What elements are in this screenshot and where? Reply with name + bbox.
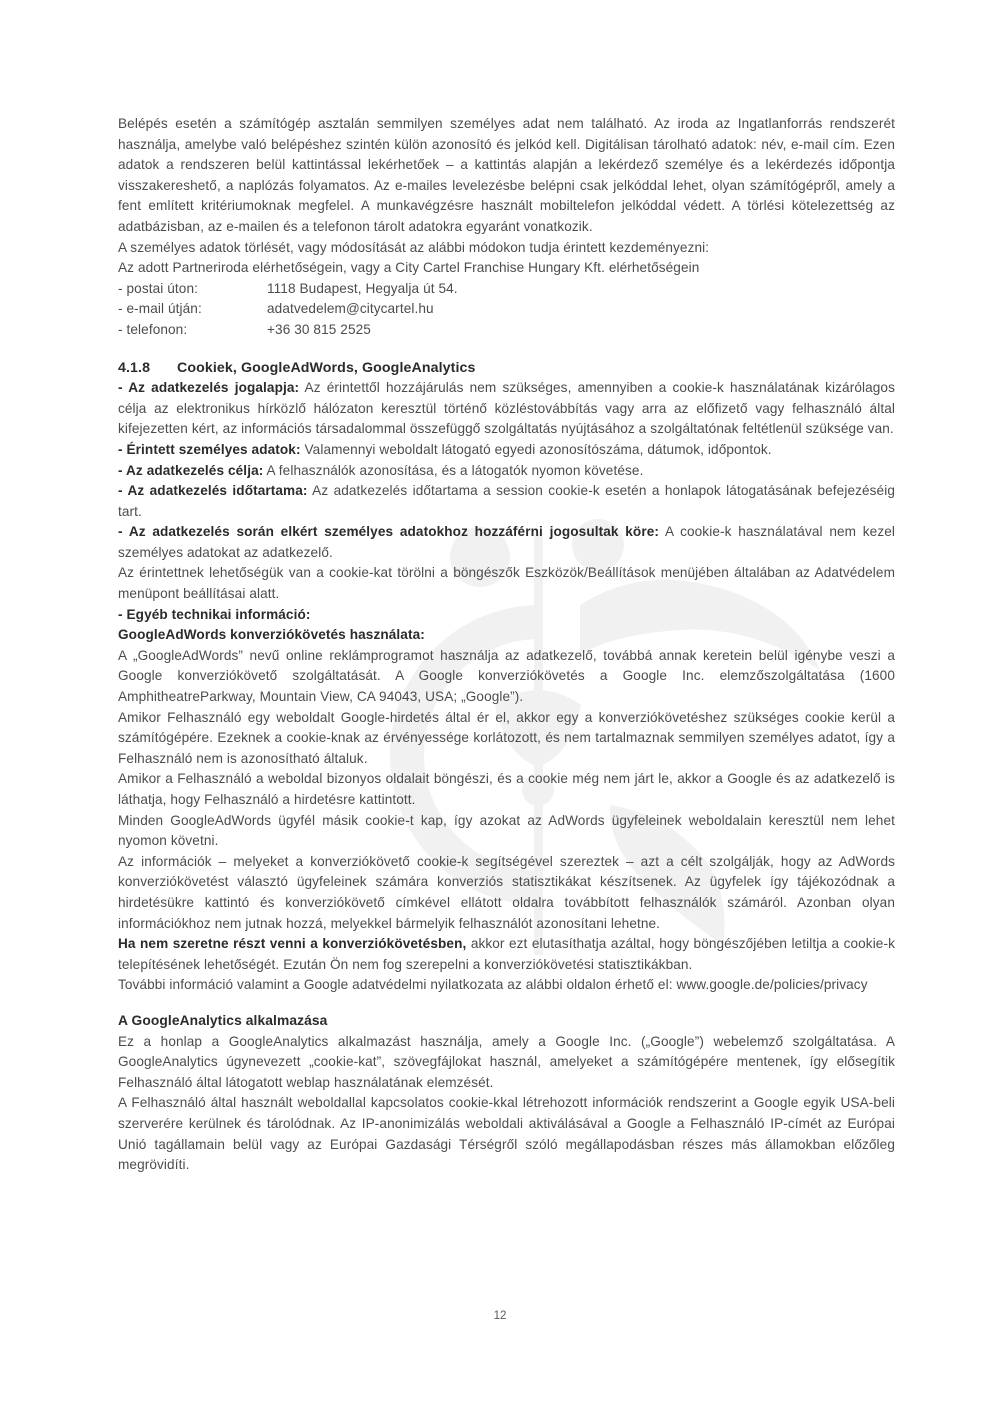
contact-label: - e-mail útján: [118, 301, 202, 317]
contact-label: - telefonon: [118, 321, 188, 337]
contact-label: - postai úton: [118, 280, 198, 296]
intro-paragraph: Belépés esetén a számítógép asztalán semmilyen személyes adat nem található. Az iroda az Ingatlanforrás rendszerét használja, amelybe való belépéshez szintén külön azonosító és jelkód kell. Digitálisan tárolható adatok: név, e-mail cím. Ezen adatok a rendszeren belül kattintással lekérhetőek – a kattintás alapján a lekérdező személye és a lekérdezés időpontja visszakereshető, a naplózás folyamatos. Az e-mailes levelezésbe belépni csak jelkóddal lehet, olyan számítógépről, amely a fent említett kritériumoknak megfelel. A munkavégzésre használt mobiltelefon jelkóddal védett. A törlési kötelezettség az adatbázisban, az e-mailen és a telefonon tárolt adatokra egyaránt vonatkozik. [118, 116, 895, 234]
cookie-deletion-paragraph: Az érintettnek lehetőségük van a cookie-kat törölni a böngészők Eszközök/Beállítások menüjében általában az Adatvédelem menüpont beállításai alatt. [118, 565, 895, 602]
contact-info-line: Az adott Partneriroda elérhetőségein, vagy a City Cartel Franchise Hungary Kft. elérhetőségein [118, 260, 700, 276]
analytics-paragraph-1: Ez a honlap a GoogleAnalytics alkalmazást használja, amely a Google Inc. („Google”) webelemző szolgáltatása. A GoogleAnalytics úgynevezett „cookie-kat”, szövegfájlokat használ, amelyeket a számítógépére mentenek, így elősegítik Felhasználó által látogatott weblap használatának elemzését. [118, 1033, 895, 1090]
adwords-subheading: GoogleAdWords konverziókövetés használata: [118, 627, 425, 643]
more-info-paragraph: További információ valamint a Google adatvédelmi nyilatkozata az alábbi oldalon érhető el: www.google.de/policies/privacy [118, 977, 868, 993]
section-title: Cookiek, GoogleAdWords, GoogleAnalytics [177, 359, 476, 376]
legal-basis-label: - Az adatkezelés jogalapja: [118, 380, 300, 396]
purpose-paragraph: - Az adatkezelés célja: A felhasználók azonosítása, és a látogatók nyomon követése. [118, 462, 644, 478]
adwords-paragraph-1: A „GoogleAdWords” nevű online reklámprogramot használja az adatkezelő, továbbá annak keretein belül igénybe veszi a Google konverziókövető szolgáltatását. A Google konverziókövetés a Google Inc. elemzőszolgáltatása (1600 AmphitheatreParkway, Mountain View, CA 94043, USA; „Google”). [118, 647, 895, 705]
adwords-paragraph-3: Amikor a Felhasználó a weboldal bizonyos oldalait böngészi, és a cookie még nem járt le, akkor a Google és az adatkezelő is láthatja, hogy Felhasználó a hirdetésre kattintott. [118, 771, 895, 807]
adwords-paragraph-5: Az információk – melyeket a konverziókövető cookie-k segítségével szereztek – azt a célt szolgálják, hogy az AdWords konverziókövetést választó ügyfeleinek számára konverziós statisztikákat készítsenek. Az ügyfelek így tájékozódnak a hirdetésükre kattintó és konverziókövető címkével ellátott oldalra továbbított felhasználók számáról. Azonban olyan információkhoz nem jutnak hozzá, melyekkel bármelyik felhasználót azonosítani lehetne. [118, 853, 895, 931]
phone-number: +36 30 815 2525 [267, 321, 371, 337]
other-technical-info-label: - Egyéb technikai információ: [118, 606, 311, 622]
adwords-paragraph-4: Minden GoogleAdWords ügyfél másik cookie-t kap, így azokat az AdWords ügyfeleinek weboldalain keresztül nem lehet nyomon követni. [118, 812, 895, 849]
analytics-paragraph-2: A Felhasználó által használt weboldallal kapcsolatos cookie-kkal létrehozott információk rendszerint a Google egyik USA-beli szerverére kerülnek és tárolódnak. Az IP-anonimizálás weboldali aktiválásával a Google a Felhasználó IP-címét az Európai Unió tagállamain belül vagy az Európai Gazdasági Térségről szóló megállapodásban részes más államokban előzőleg megrövidíti. [118, 1095, 895, 1173]
analytics-heading: A GoogleAnalytics alkalmazása [118, 1012, 328, 1028]
adwords-paragraph-2: Amikor Felhasználó egy weboldalt Google-hirdetés által ér el, akkor egy a konverziókövetéshez szükséges cookie kerül a számítógépére. Ezeknek a cookie-knak az érvényessége korlátozott, és nem tartalmaznak semmilyen személyes adatot, így a Felhasználó nem is azonosítható általuk. [118, 709, 895, 766]
postal-address: 1118 Budapest, Hegyalja út 54. [267, 280, 458, 296]
optout-label: Ha nem szeretne részt venni a konverziókövetésben, [118, 936, 467, 952]
affected-data-label: - Érintett személyes adatok: [118, 441, 301, 457]
access-rights-label: - Az adatkezelés során elkért személyes adatokhoz hozzáférni jogosultak köre: [118, 524, 660, 540]
purpose-label: - Az adatkezelés célja: [118, 462, 264, 478]
email-address: adatvedelem@citycartel.hu [267, 301, 434, 317]
contact-row-phone [118, 320, 895, 341]
duration-paragraph: - Az adatkezelés időtartama: Az adatkezelés időtartama a session cookie-k esetén a honlapok látogatásának befejezéséig tart. [118, 483, 895, 519]
contact-row-email [118, 299, 895, 320]
legal-basis-paragraph: - Az adatkezelés jogalapja: Az érintettől hozzájárulás nem szükséges, amennyiben a cookie-k használatának kizárólagos célja az elektronikus hírközlő hálózaton keresztül történő közléstovábbítás vagy arra az előfizető vagy felhasználó által kifejezetten kért, az információs társadalommal összefüggő szolgáltatás nyújtásához a szolgáltatónak feltétlenül szüksége van. [118, 380, 895, 437]
section-number: 4.1.8 [118, 359, 151, 376]
section-heading [118, 358, 895, 379]
duration-label: - Az adatkezelés időtartama: [118, 483, 308, 499]
contact-row-postal [118, 279, 895, 300]
access-rights-paragraph: - Az adatkezelés során elkért személyes adatokhoz hozzáférni jogosultak köre: A cookie-k használatával nem kezel személyes adatokat az adatkezelő. [118, 524, 895, 560]
affected-data-paragraph: - Érintett személyes adatok: Valamennyi weboldalt látogató egyedi azonosítószáma, dátumok, időpontok. [118, 441, 772, 457]
optout-paragraph: Ha nem szeretne részt venni a konverziókövetésben, akkor ezt elutasíthatja azáltal, hogy böngészőjében letiltja a cookie-k telepítésének lehetőségét. Ezután Ön nem fog szerepelni a konverziókövetési statisztikákban. [118, 936, 895, 972]
deletion-info-line: A személyes adatok törlését, vagy módosítását az alábbi módokon tudja érintett kezdeményezni: [118, 239, 710, 255]
page-number: 12 [493, 1310, 507, 1322]
